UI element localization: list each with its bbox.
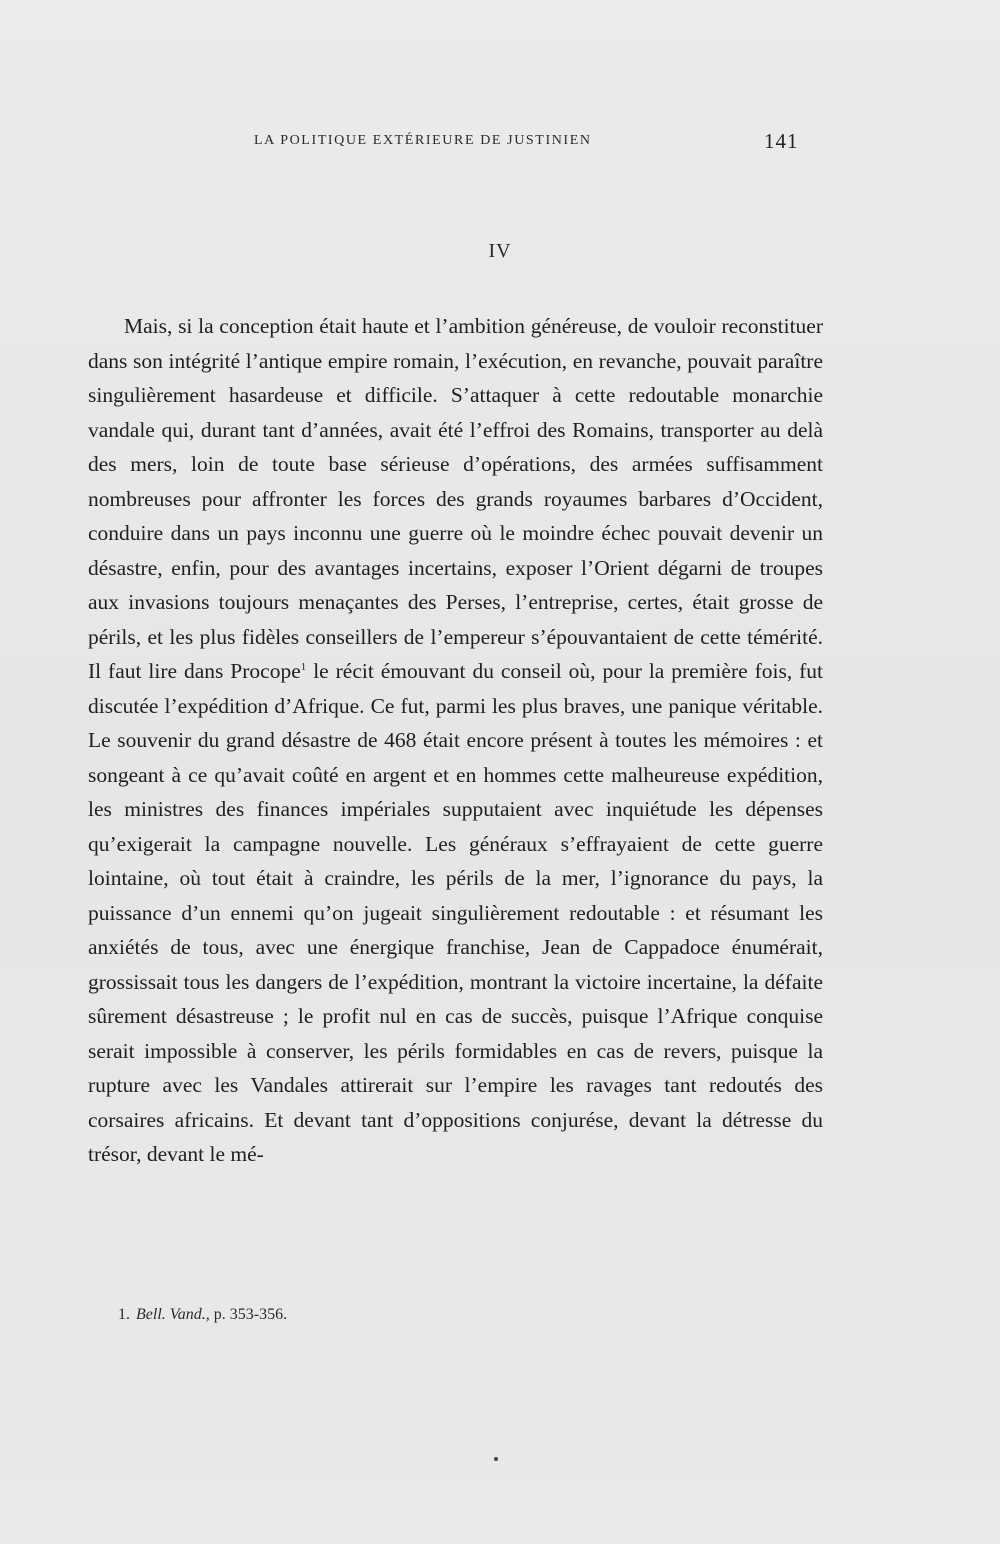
print-speck <box>494 1457 498 1461</box>
page-number: 141 <box>764 129 799 153</box>
body-text-before-note: Mais, si la conception était haute et l’ambition généreuse, de vouloir reconstituer dans son intégrité l’antique empire romain, l’exécution, en revanche, pouvait paraître singulièrement hasardeuse et difficile. S’attaquer à cette redoutable monarchie vandale qui, durant tant d’années, avait été l’effroi des Romains, transporter au delà des mers, loin de toute base sérieuse d’opérations, des armées suffisamment nombreuses pour affronter les forces des grands royaumes barbares d’Occident, conduire dans un pays inconnu une guerre où le moindre échec pouvait devenir un désastre, enfin, pour des avantages incertains, exposer l’Orient dégarni de troupes aux invasions toujours menaçantes des Perses, l’entreprise, certes, était grosse de périls, et les plus fidèles conseillers de l’empereur s’épouvantaient de cette témérité. Il faut lire dans Procope <box>88 314 823 683</box>
body-paragraph <box>88 309 823 1172</box>
footnote-page-reference: , p. 353-356. <box>205 1306 288 1323</box>
footnote-number: 1. <box>118 1306 130 1323</box>
body-text-after-note: le récit émouvant du conseil où, pour la première fois, fut discutée l’expédition d’Afrique. Ce fut, parmi les plus braves, une panique véritable. Le souvenir du grand désastre de 468 était encore présent à toutes les mémoires : et songeant à ce qu’avait coûté en argent et en hommes cette malheureuse expédition, les ministres des finances impériales supputaient avec inquiétude les dépenses qu’exigerait la campagne nouvelle. Les généraux s’effrayaient de cette guerre lointaine, où tout était à craindre, les périls de la mer, l’ignorance du pays, la puissance d’un ennemi qu’on jugeait singulièrement redoutable : et résumant les anxiétés de tous, avec une énergique franchise, Jean de Cappadoce énumérait, grossissait tous les dangers de l’expédition, montrant la victoire incertaine, la défaite sûrement désastreuse ; le profit nul en cas de succès, puisque l’Afrique conquise serait impossible à conserver, les périls formidables en cas de revers, puisque la rupture avec les Vandales attirerait sur l’empire les ravages tant redoutés des corsaires africains. Et devant tant d’oppositions conjurése, devant la détresse du trésor, devant le mé- <box>88 659 823 1166</box>
footnote <box>118 1306 287 1324</box>
footnote-reference: 1 <box>300 660 307 673</box>
running-title: LA POLITIQUE EXTÉRIEURE DE JUSTINIEN <box>254 133 592 148</box>
footnote-work-title: Bell. Vand. <box>136 1306 206 1323</box>
section-heading: IV <box>488 240 512 262</box>
